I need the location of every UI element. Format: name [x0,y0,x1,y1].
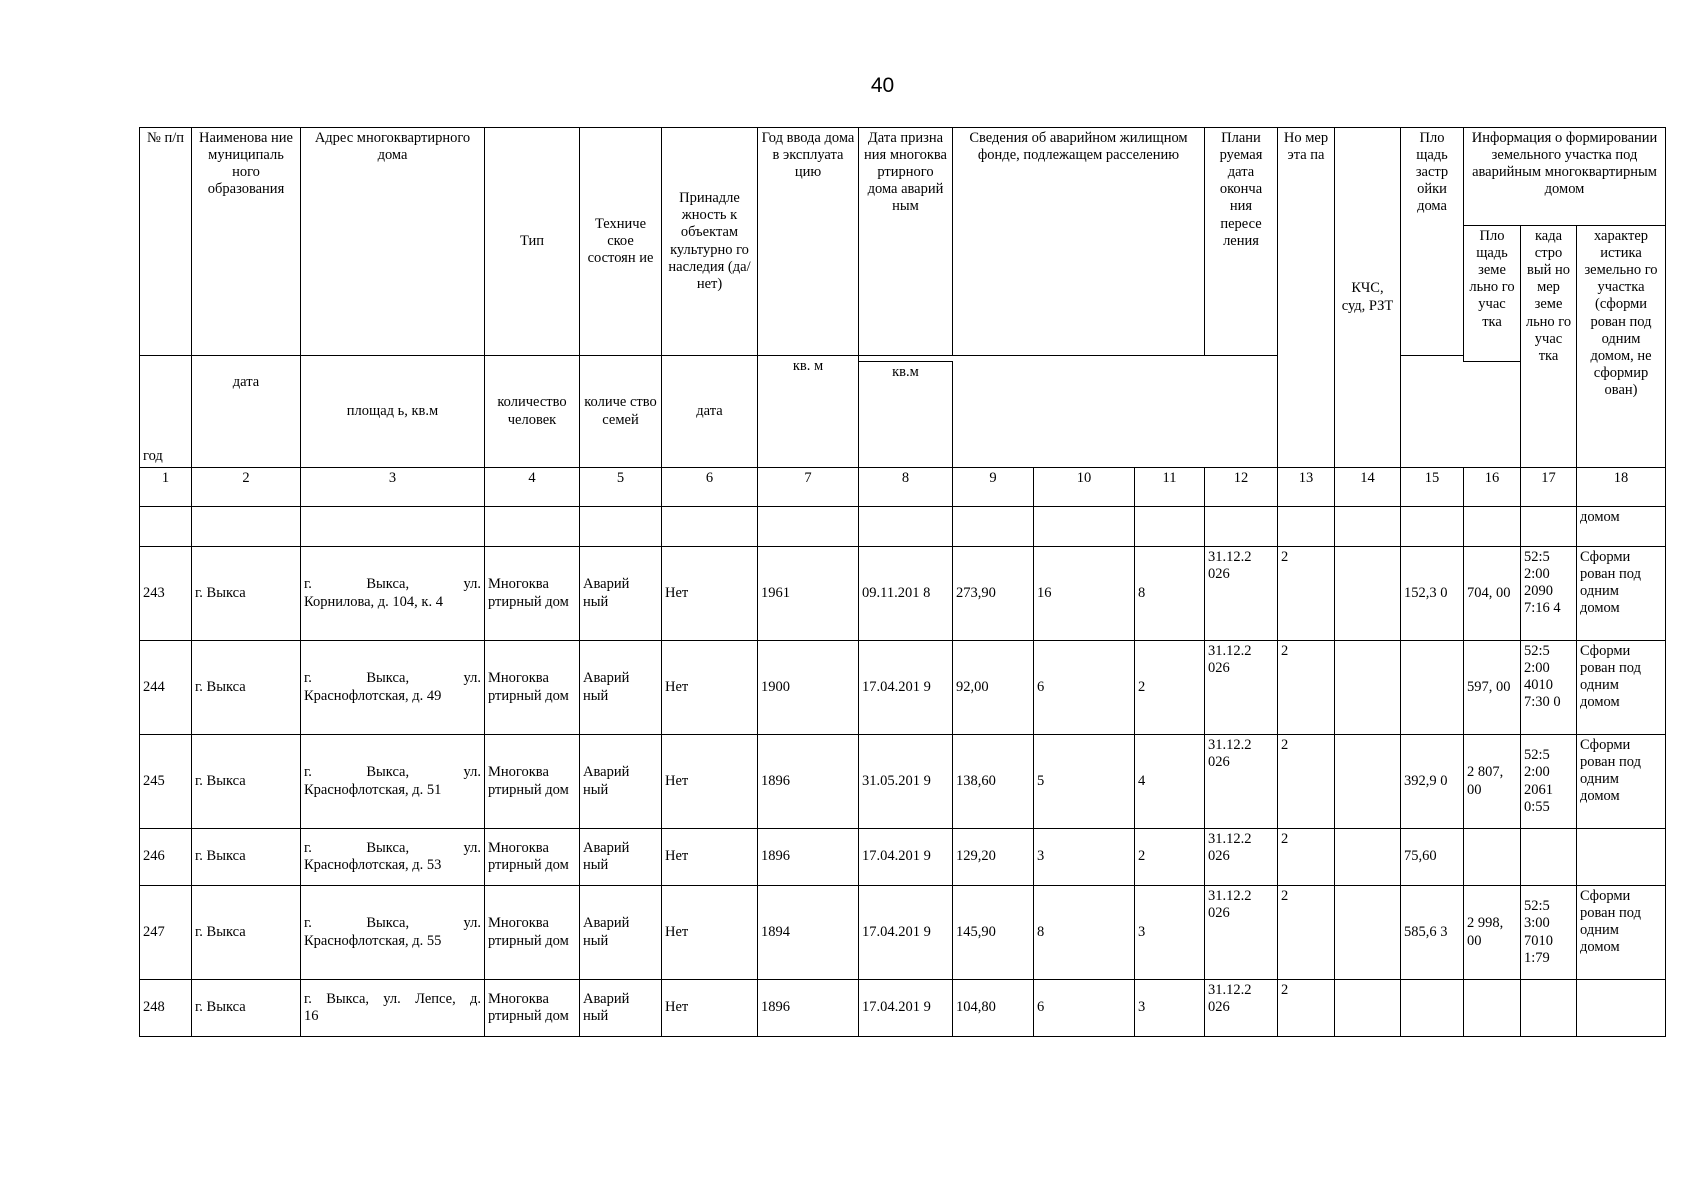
area-cell: 92,00 [953,641,1034,735]
state-cell: Аварий ный [580,980,662,1037]
families-cell: 3 [1135,886,1205,980]
header-address: Адрес многоквартирного дома [301,128,485,356]
state-cell: Аварий ный [580,886,662,980]
table-row [140,886,1666,980]
column-number-row [140,468,1666,507]
cadastral-number-cell: 52:5 3:00 7010 1:79 [1521,886,1577,980]
municipality-cell: г. Выкса [192,829,301,886]
header-cadastral-number: када стро вый но мер земе льно го учас тка [1521,226,1577,468]
heritage-cell: Нет [662,829,758,886]
land-area-cell [1464,829,1521,886]
state-cell: Аварий ный [580,547,662,641]
municipality-cell: г. Выкса [192,547,301,641]
building-area-cell: 152,3 0 [1401,547,1464,641]
type-cell: Многоква ртирный дом [485,547,580,641]
building-area-cell [1401,641,1464,735]
families-cell: 3 [1135,980,1205,1037]
land-characteristic-cell: Сформи рован под одним домом [1577,735,1666,829]
people-cell: 16 [1034,547,1135,641]
recognition-date-cell: 31.05.201 9 [859,735,953,829]
land-area-cell: 2 807, 00 [1464,735,1521,829]
land-area-cell [1464,980,1521,1037]
stage-cell: 2 [1278,829,1335,886]
kchs-cell [1335,547,1401,641]
address-cell: г. Выкса, ул. Краснофлотская, д. 55 [301,886,485,980]
land-characteristic-cell: Сформи рован под одним домом [1577,641,1666,735]
header-year-commissioned: Год ввода дома в эксплуата цию [758,128,859,356]
row-number: 247 [140,886,192,980]
address-cell: г. Выкса, ул. Корнилова, д. 104, к. 4 [301,547,485,641]
kchs-cell [1335,829,1401,886]
municipality-cell: г. Выкса [192,641,301,735]
plan-date-cell: 31.12.2 026 [1205,735,1278,829]
kchs-cell [1335,886,1401,980]
families-cell: 8 [1135,547,1205,641]
state-cell: Аварий ный [580,641,662,735]
heritage-cell: Нет [662,980,758,1037]
column-number: 10 [1034,468,1135,507]
area-cell: 129,20 [953,829,1034,886]
column-number: 15 [1401,468,1464,507]
area-cell: 138,60 [953,735,1034,829]
people-cell: 3 [1034,829,1135,886]
table-row [140,735,1666,829]
recognition-date-cell: 17.04.201 9 [859,886,953,980]
stage-cell: 2 [1278,735,1335,829]
column-number: 14 [1335,468,1401,507]
header-heritage: Принадле жность к объектам культурно го наследия (да/нет) [662,128,758,356]
emergency-housing-table [139,127,1666,1037]
families-cell: 2 [1135,829,1205,886]
year-cell: 1894 [758,886,859,980]
families-cell: 2 [1135,641,1205,735]
year-cell: 1896 [758,980,859,1037]
area-cell: 145,90 [953,886,1034,980]
header-land-area-unit: кв.м [859,362,953,468]
column-number: 2 [192,468,301,507]
building-area-cell: 585,6 3 [1401,886,1464,980]
people-cell: 6 [1034,980,1135,1037]
people-cell: 8 [1034,886,1135,980]
header-building-area: Пло щадь застр ойки дома [1401,128,1464,356]
heritage-cell: Нет [662,547,758,641]
column-number: 13 [1278,468,1335,507]
header-type: Тип [485,128,580,356]
column-number: 11 [1135,468,1205,507]
row-number: 246 [140,829,192,886]
header-stage-number: Но мер эта па [1278,128,1335,468]
heritage-cell: Нет [662,641,758,735]
recognition-date-cell: 17.04.201 9 [859,829,953,886]
header-land-characteristic: характер истика земельно го участка (сформи рован под одним домом, не сформир ован) [1577,226,1666,468]
header-kchs: КЧС, суд, РЗТ [1335,128,1401,468]
people-cell: 6 [1034,641,1135,735]
recognition-date-cell: 17.04.201 9 [859,641,953,735]
land-area-cell: 597, 00 [1464,641,1521,735]
address-cell: г. Выкса, ул. Краснофлотская, д. 49 [301,641,485,735]
table-row [140,980,1666,1037]
table-row [140,547,1666,641]
type-cell: Многоква ртирный дом [485,980,580,1037]
header-people-count: количество человек [485,356,580,468]
column-number: 17 [1521,468,1577,507]
plan-date-cell: 31.12.2 026 [1205,886,1278,980]
municipality-cell: г. Выкса [192,980,301,1037]
column-number: 9 [953,468,1034,507]
address-cell: г. Выкса, ул. Краснофлотская, д. 51 [301,735,485,829]
column-number: 1 [140,468,192,507]
header-area: площад ь, кв.м [301,356,485,468]
header-recognition-date: Дата призна ния многоква ртирного дома аварий ным [859,128,953,356]
cadastral-number-cell: 52:5 2:00 2061 0:55 [1521,735,1577,829]
area-cell: 104,80 [953,980,1034,1037]
state-cell: Аварий ный [580,735,662,829]
header-building-area-unit: кв. м [758,356,859,468]
column-number: 3 [301,468,485,507]
building-area-cell [1401,980,1464,1037]
municipality-cell: г. Выкса [192,886,301,980]
heritage-cell: Нет [662,735,758,829]
type-cell: Многоква ртирный дом [485,886,580,980]
type-cell: Многоква ртирный дом [485,735,580,829]
families-cell: 4 [1135,735,1205,829]
cadastral-number-cell [1521,980,1577,1037]
carryover-text: домом [1577,507,1666,547]
header-emergency-housing-info: Сведения об аварийном жилищном фонде, подлежащем расселению [953,128,1205,356]
plan-date-cell: 31.12.2 026 [1205,641,1278,735]
kchs-cell [1335,641,1401,735]
kchs-cell [1335,735,1401,829]
header-land-plot-info: Информация о формировании земельного участка под аварийным многоквартирным домом [1464,128,1666,226]
address-cell: г. Выкса, ул. Лепсе, д. 16 [301,980,485,1037]
header-year-unit: год [140,356,192,468]
plan-date-cell: 31.12.2 026 [1205,547,1278,641]
stage-cell: 2 [1278,641,1335,735]
page-number: 40 [870,74,895,97]
header-family-count: количе ство семей [580,356,662,468]
land-characteristic-cell [1577,829,1666,886]
header-technical-state: Техниче ское состоян ие [580,128,662,356]
heritage-cell: Нет [662,886,758,980]
recognition-date-cell: 09.11.201 8 [859,547,953,641]
year-cell: 1900 [758,641,859,735]
header-municipality: Наименова ние муниципаль ного образования [192,128,301,356]
year-cell: 1961 [758,547,859,641]
stage-cell: 2 [1278,980,1335,1037]
stage-cell: 2 [1278,547,1335,641]
building-area-cell: 392,9 0 [1401,735,1464,829]
building-area-cell: 75,60 [1401,829,1464,886]
column-number: 6 [662,468,758,507]
type-cell: Многоква ртирный дом [485,641,580,735]
column-number: 12 [1205,468,1278,507]
column-number: 16 [1464,468,1521,507]
header-planned-resettlement-date: Плани руемая дата оконча ния пересе ления [1205,128,1278,356]
column-number: 8 [859,468,953,507]
land-characteristic-cell: Сформи рован под одним домом [1577,886,1666,980]
cadastral-number-cell [1521,829,1577,886]
plan-date-cell: 31.12.2 026 [1205,829,1278,886]
column-number: 7 [758,468,859,507]
column-number: 5 [580,468,662,507]
row-number: 244 [140,641,192,735]
recognition-date-cell: 17.04.201 9 [859,980,953,1037]
year-cell: 1896 [758,829,859,886]
row-number: 248 [140,980,192,1037]
column-number: 4 [485,468,580,507]
land-characteristic-cell [1577,980,1666,1037]
people-cell: 5 [1034,735,1135,829]
land-area-cell: 704, 00 [1464,547,1521,641]
address-cell: г. Выкса, ул. Краснофлотская, д. 53 [301,829,485,886]
table-row [140,829,1666,886]
carryover-row [140,507,1666,547]
kchs-cell [1335,980,1401,1037]
row-number: 245 [140,735,192,829]
table-row [140,641,1666,735]
plan-date-cell: 31.12.2 026 [1205,980,1278,1037]
stage-cell: 2 [1278,886,1335,980]
column-number: 18 [1577,468,1666,507]
header-plan-date-unit: дата [662,356,758,468]
header-land-area: Пло щадь земе льно го учас тка [1464,226,1521,362]
header-number: № п/п [140,128,192,356]
cadastral-number-cell: 52:5 2:00 2090 7:16 4 [1521,547,1577,641]
land-characteristic-cell: Сформи рован под одним домом [1577,547,1666,641]
state-cell: Аварий ный [580,829,662,886]
municipality-cell: г. Выкса [192,735,301,829]
area-cell: 273,90 [953,547,1034,641]
header-date-unit: дата [192,356,301,468]
year-cell: 1896 [758,735,859,829]
cadastral-number-cell: 52:5 2:00 4010 7:30 0 [1521,641,1577,735]
land-area-cell: 2 998, 00 [1464,886,1521,980]
type-cell: Многоква ртирный дом [485,829,580,886]
row-number: 243 [140,547,192,641]
